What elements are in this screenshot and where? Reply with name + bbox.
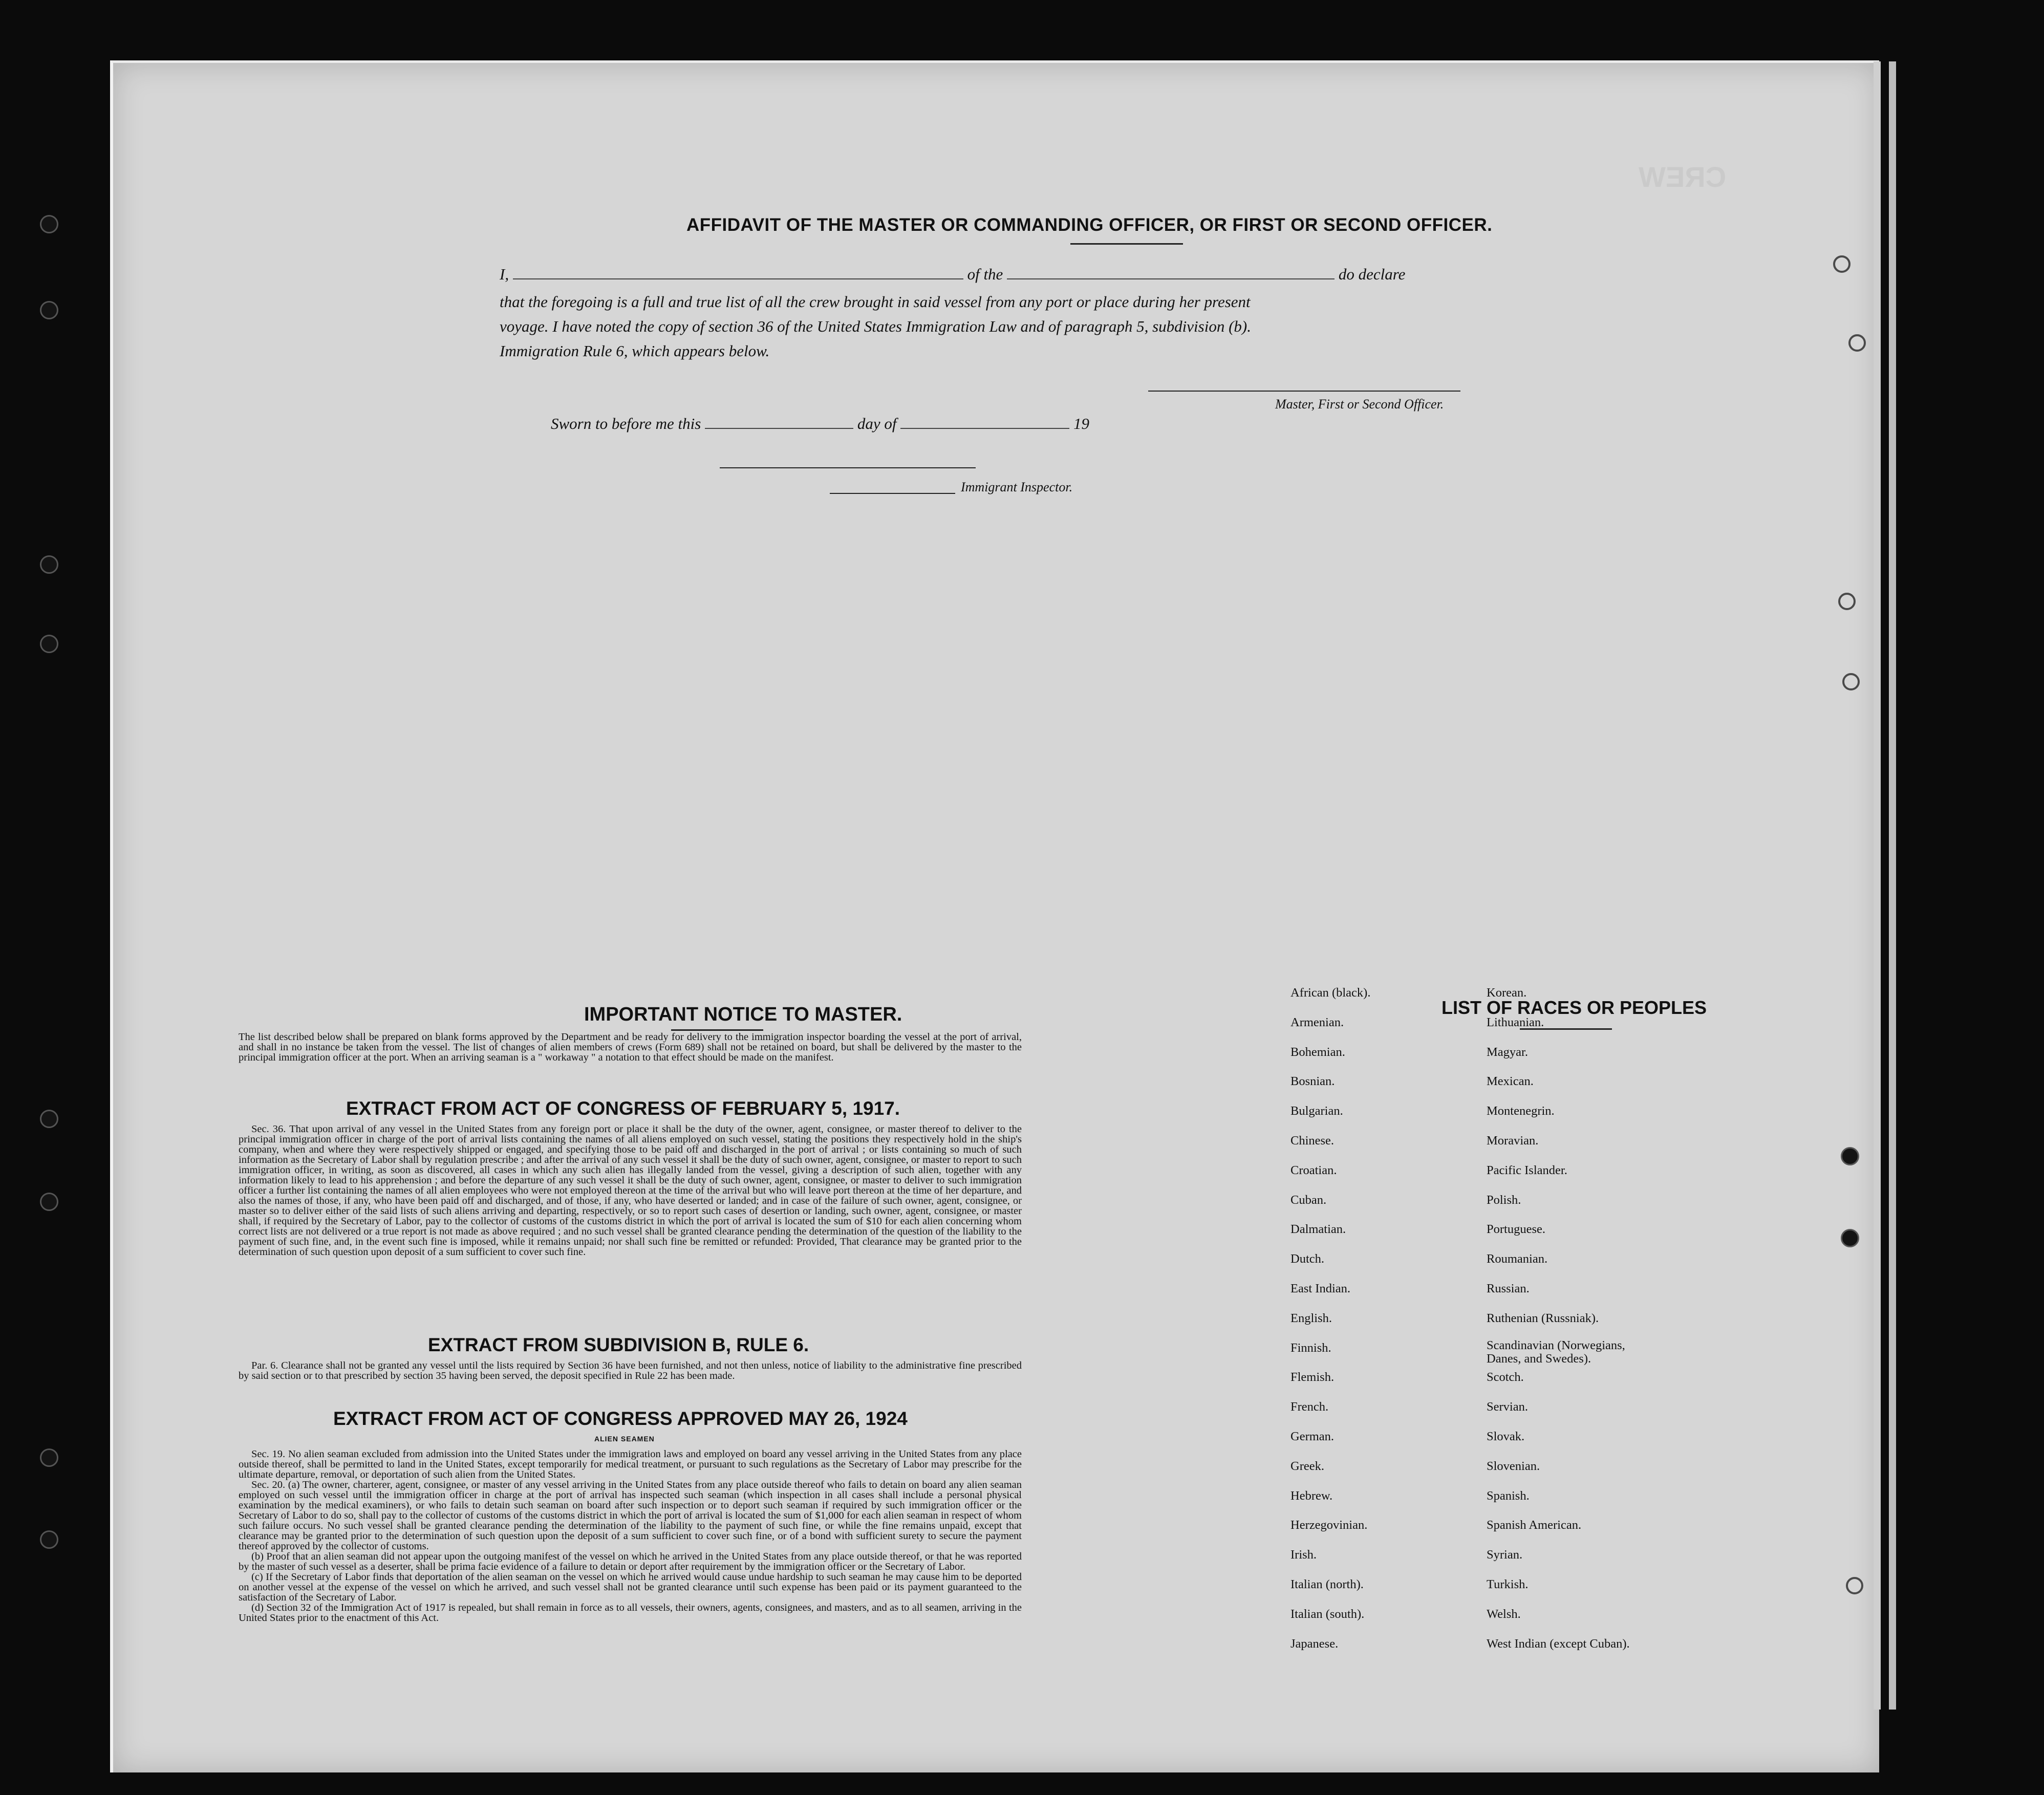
race-item: West Indian (except Cuban). (1487, 1636, 1630, 1651)
witness-line[interactable] (720, 467, 976, 468)
binding-hole (40, 555, 58, 574)
race-item: Lithuanian. (1487, 1015, 1544, 1029)
race-item: Japanese. (1290, 1636, 1339, 1651)
binding-hole (40, 215, 58, 233)
race-item: Bulgarian. (1290, 1104, 1343, 1118)
race-item: Italian (south). (1290, 1607, 1365, 1621)
section-20c-text: (c) If the Secretary of Labor finds that deportation of the alien seaman on the vessel on which he arrived would cause undue hardship to such seaman he may cause him to be deported on another vessel at the expense of the vessel on which he arrived, and such vessel shall not be granted clearance until such expense has been paid or its payment guaranteed to the satisfaction of the Secretary of Labor. (239, 1571, 1022, 1603)
inspector-label: Immigrant Inspector. (961, 480, 1073, 494)
race-item: English. (1290, 1311, 1332, 1325)
affidavit-line-2: that the foregoing is a full and true list of all the crew brought in said vessel from any port or place during her present (500, 293, 1251, 311)
extract-1917-text: Sec. 36. That upon arrival of any vessel in the United States from any foreign port or place it shall be the duty of the owner, agent, consignee, or master thereof to deliver to the principal immigration officer in charge of the port of arrival lists containing the names of all aliens employed on such vessel, stating the positions they respectively hold in the ship's company, when and where they were respectively shipped or engaged, and specifying those to be paid off and discharged in the port of arrival ; or lists containing so much of such information as the Secretary of Labor shall by regulation prescribe ; and after the arrival of any such vessel it shall be the duty of such owner, agent, consignee, or master to report to such immigration officer, in writing, as soon as discovered, all cases in which any such alien has illegally landed from the vessel, giving a description of such alien, together with any information likely to lead to his apprehension ; and before the departure of any such vessel it shall be the duty of such owner, agent, consignee, or master to deliver to such immigration officer a further list containing the names of all alien employees who were not employed thereon at the time of the arrival but who will leave port thereon at the time of her departure, and also the names of those, if any, who have been paid off and discharged, and of those, if any, who have deserted or landed; and in case of the failure of such owner, agent, consignee, or master so to deliver either of the said lists of such aliens arriving and departing, respectively, or so to report such cases of desertion or landing, such owner, agent, consignee, or master shall, if required by the Secretary of Labor, pay to the collector of customs of the customs district in which the port of arrival is located the sum of $10 for each alien concerning whom correct lists are not delivered or a true report is not made as above required ; and no such vessel shall be granted clearance pending the determination of the question of the liability to the payment of such fine, and, in the event such fine is imposed, while it remains unpaid; nor shall such fine be remitted or refunded: Provided, That clearance may be granted prior to the determination of such question upon deposit of a sum sufficient to cover such fine. (239, 1123, 1022, 1258)
binding-hole (40, 1193, 58, 1211)
race-item: Moravian. (1487, 1134, 1539, 1148)
race-item: East Indian. (1290, 1282, 1351, 1295)
binding-hole (40, 635, 58, 653)
section-20d-text: (d) Section 32 of the Immigration Act of 1917 is repealed, but shall remain in force as to all vessels, their owners, agents, consignees, and masters, and as to all seamen, arriving in the United States prior to the enactment of this Act. (239, 1602, 1022, 1624)
inspector-signature-line[interactable] (830, 493, 955, 494)
extract-rule6-text: Par. 6. Clearance shall not be granted any vessel until the lists required by Section 36 have been furnished, and not then unless, notice of liability to the administrative fine prescribed by said section or to that prescribed by section 35 having been served, the deposit specified in Rule 22 has been made. (239, 1360, 1022, 1381)
sworn-line (551, 415, 1089, 433)
of-the-label: of the (967, 265, 1003, 283)
race-item: Bohemian. (1290, 1045, 1345, 1059)
form-page (110, 60, 1879, 1772)
race-item: Servian. (1487, 1400, 1528, 1414)
race-item: French. (1290, 1400, 1329, 1414)
page-edge (1889, 61, 1896, 1710)
punch-hole (1838, 593, 1856, 610)
race-item: Magyar. (1487, 1045, 1528, 1059)
notice-text: The list described below shall be prepared on blank forms approved by the Department and be ready for delivery to the immigration inspector boarding the vessel at the port of arrival, and shall in no instance be taken from the vessel. The list of changes of alien members of crews (Form 689) shall not be retained on board, but shall be delivered by the master to the principal immigration officer at the port. When an arriving seaman is a " workaway " a notation to that effect should be made on the manifest. (239, 1031, 1022, 1063)
extract-1924-text (239, 1449, 1022, 1623)
day-of-label: day of (857, 415, 897, 432)
race-item: Spanish. (1487, 1488, 1530, 1503)
punch-hole (1841, 1147, 1859, 1165)
master-signature-line[interactable] (1148, 391, 1460, 392)
affidavit-line-4: Immigration Rule 6, which appears below. (500, 342, 770, 360)
extract-rule6-title: EXTRACT FROM SUBDIVISION B, RULE 6. (428, 1334, 809, 1355)
title-divider (1070, 243, 1183, 245)
race-item: Cuban. (1290, 1193, 1327, 1207)
sworn-label: Sworn to before me this (551, 415, 701, 432)
year-label: 19 (1073, 415, 1089, 432)
affidavit-line-3: voyage. I have noted the copy of section 36 of the United States Immigration Law and of paragraph 5, subdivision (b). (500, 317, 1251, 335)
binding-hole (40, 1110, 58, 1128)
affidavit-line-1 (500, 265, 1636, 284)
race-item: Pacific Islander. (1487, 1163, 1567, 1177)
race-item: Scotch. (1487, 1370, 1524, 1385)
affidavit-title: AFFIDAVIT OF THE MASTER OR COMMANDING OFFICER, OR FIRST OR SECOND OFFICER. (686, 215, 1493, 235)
race-item: Roumanian. (1487, 1252, 1548, 1266)
race-item: Flemish. (1290, 1370, 1335, 1385)
race-item: Welsh. (1487, 1607, 1521, 1621)
race-item: Turkish. (1487, 1577, 1529, 1591)
race-item: Chinese. (1290, 1134, 1335, 1148)
binding-hole (40, 1530, 58, 1549)
vessel-blank[interactable] (1007, 278, 1335, 279)
notice-title: IMPORTANT NOTICE TO MASTER. (584, 1004, 902, 1025)
declare-label: do declare (1338, 265, 1406, 283)
binding-hole (40, 1448, 58, 1467)
race-item: Croatian. (1290, 1163, 1337, 1177)
notice-divider (671, 1029, 763, 1031)
race-item: Bosnian. (1290, 1074, 1335, 1089)
race-item: Dalmatian. (1290, 1222, 1346, 1237)
race-item: Spanish American. (1487, 1518, 1582, 1532)
race-item: Hebrew. (1290, 1488, 1333, 1503)
alien-seamen-subtitle: ALIEN SEAMEN (594, 1435, 655, 1443)
page-edge (1874, 61, 1881, 1710)
race-item: Slovak. (1487, 1430, 1525, 1443)
month-blank[interactable] (900, 428, 1069, 429)
punch-hole (1848, 334, 1866, 352)
race-item: African (black). (1290, 986, 1371, 1000)
race-item: Montenegrin. (1487, 1104, 1555, 1118)
race-item: Portuguese. (1487, 1222, 1545, 1237)
section-20a-text: Sec. 20. (a) The owner, charterer, agent, consignee, or master of any vessel arriving in the United States from any place outside thereof who fails to detain on board any alien seaman employed on such vessel until the immigration officer in charge at the port of arrival has inspected such seaman (which inspection in all cases shall include a personal physical examination by the medical examiners), or who fails to detain such seaman on board after such inspection or to deport such seaman if required by such immigration officer or the Secretary of Labor to do so, shall pay to the collector of customs of the customs district in which the port of arrival is located the sum of $1,000 for each alien seaman in respect of whom such failure occurs. No such vessel shall be granted clearance pending the determination of the liability to the payment of such fine, or while the fine remains unpaid, except that clearance may be granted prior to the determination of such question upon the deposit of a sum sufficient to cover such fine, or of a bond with sufficient surety to secure the payment thereof approved by the collector of customs. (239, 1479, 1022, 1552)
race-item: Irish. (1290, 1548, 1317, 1562)
race-item: Dutch. (1290, 1252, 1324, 1266)
punch-hole (1841, 1229, 1859, 1247)
race-item: Scandinavian (Norwegians, Danes, and Swedes). (1487, 1338, 1625, 1366)
master-label: Master, First or Second Officer. (1275, 397, 1444, 412)
i-label: I, (500, 265, 509, 283)
section-19-text: Sec. 19. No alien seaman excluded from admission into the United States under the immigration laws and employed on board any vessel arriving in the United States from any place outside thereof, shall be permitted to land in the United States, except temporarily for medical treatment, or pursuant to such regulations as the Secretary of Labor may prescribe for the ultimate departure, removal, or deportation of such alien from the United States. (239, 1448, 1022, 1480)
race-item: Russian. (1487, 1282, 1530, 1295)
race-item: German. (1290, 1430, 1335, 1443)
punch-hole (1842, 673, 1860, 690)
section-20b-text: (b) Proof that an alien seaman did not appear upon the outgoing manifest of the vessel on which he arrived in the United States from any place outside thereof, or that he was reported by the master of such vessel as a deserter, shall be prima facie evidence of a failure to detain or deport after requirement by the immigration officer or the Secretary of Labor. (239, 1551, 1022, 1572)
day-blank[interactable] (705, 428, 853, 429)
races-title: LIST OF RACES OR PEOPLES (1441, 997, 1707, 1018)
binding-hole (40, 301, 58, 319)
race-item: Italian (north). (1290, 1577, 1364, 1591)
race-item: Greek. (1290, 1459, 1324, 1473)
extract-1924-title: EXTRACT FROM ACT OF CONGRESS APPROVED MAY 26, 1924 (333, 1408, 908, 1429)
race-item: Ruthenian (Russniak). (1487, 1311, 1599, 1325)
race-item: Herzegovinian. (1290, 1518, 1368, 1532)
punch-hole (1846, 1577, 1863, 1594)
punch-hole (1833, 255, 1851, 273)
race-item: Mexican. (1487, 1074, 1534, 1089)
name-blank[interactable] (513, 278, 963, 279)
race-item: Korean. (1487, 986, 1527, 1000)
race-item: Armenian. (1290, 1015, 1344, 1029)
bleed-through-text: CREW (1639, 161, 1727, 193)
race-item: Finnish. (1290, 1340, 1331, 1355)
extract-1917-title: EXTRACT FROM ACT OF CONGRESS OF FEBRUARY 5, 1917. (346, 1098, 900, 1119)
race-item: Syrian. (1487, 1548, 1523, 1562)
race-item: Polish. (1487, 1193, 1521, 1207)
race-item: Slovenian. (1487, 1459, 1540, 1473)
